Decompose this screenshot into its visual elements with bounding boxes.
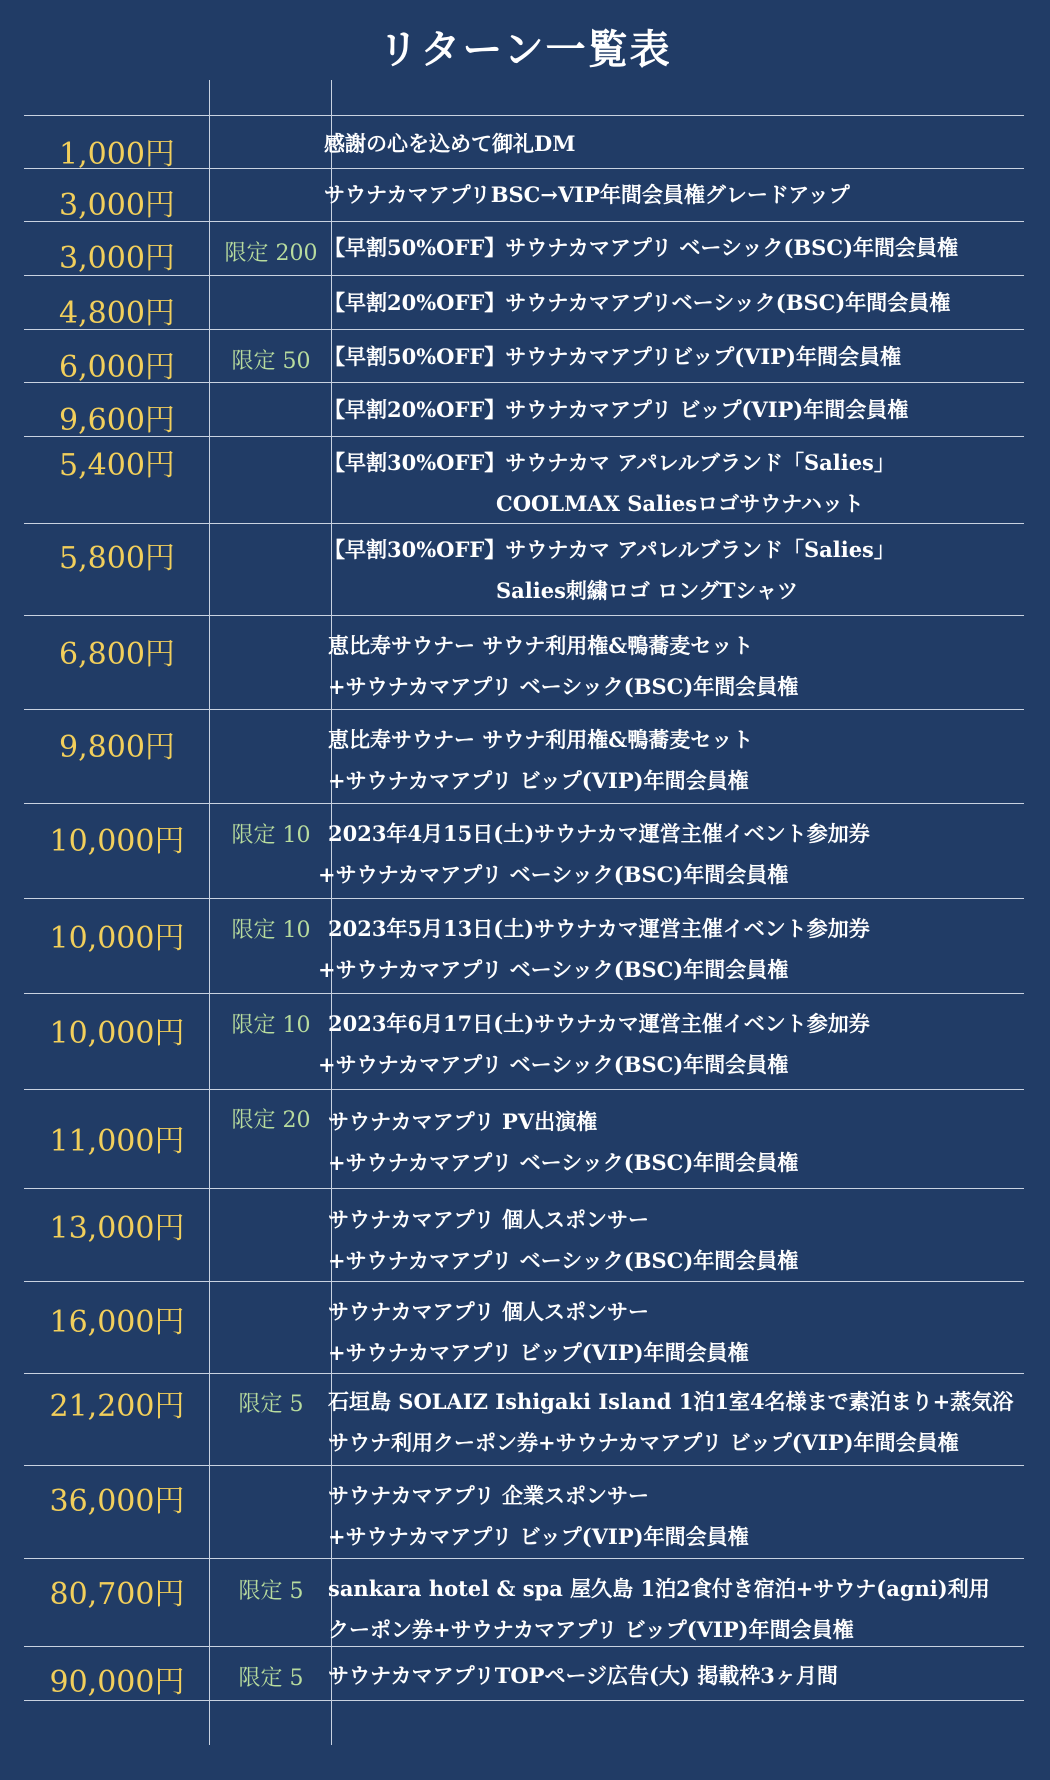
description-line-continued: +サウナカマアプリ ビップ(VIP)年間会員権 xyxy=(328,768,749,793)
description-line-continued: +サウナカマアプリ ベーシック(BSC)年間会員権 xyxy=(328,1150,799,1175)
description-line: 恵比寿サウナー サウナ利用権&鴨蕎麦セット xyxy=(328,727,754,752)
price-cell: 6,000円 xyxy=(59,350,175,385)
price-cell: 90,000円 xyxy=(49,1665,185,1700)
table-row xyxy=(24,1465,1024,1558)
description-line-continued: +サウナカマアプリ ベーシック(BSC)年間会員権 xyxy=(318,862,789,887)
price-cell: 9,800円 xyxy=(59,730,175,765)
price-cell: 3,000円 xyxy=(59,241,175,276)
description-line: 2023年4月15日(土)サウナカマ運営主催イベント参加券 xyxy=(328,821,870,846)
limit-cell: 限定 10 xyxy=(231,918,311,943)
return-table xyxy=(24,115,1024,1701)
description-line: 【早割30%OFF】サウナカマ アパレルブランド「Salies」 xyxy=(324,537,895,562)
page-title: リターン一覧表 xyxy=(378,26,672,73)
description-line: 【早割30%OFF】サウナカマ アパレルブランド「Salies」 xyxy=(324,450,895,475)
price-cell: 9,600円 xyxy=(59,403,175,438)
table-row xyxy=(24,329,1024,385)
description-line-continued: COOLMAX Saliesロゴサウナハット xyxy=(496,491,864,516)
description-line-continued: +サウナカマアプリ ビップ(VIP)年間会員権 xyxy=(328,1524,749,1549)
table-row xyxy=(24,1646,1024,1701)
price-cell: 4,800円 xyxy=(59,296,175,331)
price-cell: 10,000円 xyxy=(49,921,185,956)
price-cell: 1,000円 xyxy=(59,137,175,172)
table-row xyxy=(24,1188,1024,1281)
description-line: 【早割50%OFF】サウナカマアプリビップ(VIP)年間会員権 xyxy=(324,344,901,369)
price-cell: 5,800円 xyxy=(59,541,175,576)
price-cell: 3,000円 xyxy=(59,188,175,223)
limit-cell: 限定 10 xyxy=(231,1013,311,1038)
description-line-continued: Salies刺繍ロゴ ロングTシャツ xyxy=(496,578,799,603)
table-row xyxy=(24,803,1024,898)
price-cell: 10,000円 xyxy=(49,1016,185,1051)
table-row xyxy=(24,709,1024,803)
table-row xyxy=(24,615,1024,709)
price-cell: 10,000円 xyxy=(49,824,185,859)
price-cell: 36,000円 xyxy=(49,1484,185,1519)
table-row xyxy=(24,1089,1024,1188)
price-cell: 16,000円 xyxy=(49,1305,185,1340)
description-line-continued: +サウナカマアプリ ベーシック(BSC)年間会員権 xyxy=(328,674,799,699)
table-row xyxy=(24,436,1024,523)
limit-cell: 限定 5 xyxy=(238,1666,304,1691)
limit-cell: 限定 200 xyxy=(224,241,318,266)
table-row xyxy=(24,221,1024,275)
description-line: 【早割20%OFF】サウナカマアプリベーシック(BSC)年間会員権 xyxy=(324,290,951,315)
description-line-continued: +サウナカマアプリ ベーシック(BSC)年間会員権 xyxy=(318,957,789,982)
table-row xyxy=(24,168,1024,221)
price-cell: 5,400円 xyxy=(59,448,175,483)
description-line-continued: サウナ利用クーポン券+サウナカマアプリ ビップ(VIP)年間会員権 xyxy=(328,1430,959,1455)
price-cell: 11,000円 xyxy=(49,1124,185,1159)
limit-cell: 限定 50 xyxy=(231,349,311,374)
description-line: サウナカマアプリBSC→VIP年間会員権グレードアップ xyxy=(324,182,850,207)
description-line-continued: クーポン券+サウナカマアプリ ビップ(VIP)年間会員権 xyxy=(328,1617,854,1642)
price-cell: 6,800円 xyxy=(59,637,175,672)
description-line-continued: +サウナカマアプリ ベーシック(BSC)年間会員権 xyxy=(328,1248,799,1273)
description-line: sankara hotel & spa 屋久島 1泊2食付き宿泊+サウナ(agni)利用 xyxy=(328,1576,990,1601)
limit-cell: 限定 10 xyxy=(231,823,311,848)
table-row xyxy=(24,1558,1024,1646)
description-line: サウナカマアプリ 企業スポンサー xyxy=(328,1483,650,1508)
limit-cell: 限定 5 xyxy=(238,1579,304,1604)
description-line: サウナカマアプリTOPページ広告(大) 掲載枠3ヶ月間 xyxy=(328,1663,838,1688)
description-line: 【早割50%OFF】サウナカマアプリ ベーシック(BSC)年間会員権 xyxy=(324,235,958,260)
description-line: サウナカマアプリ 個人スポンサー xyxy=(328,1207,650,1232)
price-cell: 13,000円 xyxy=(49,1211,185,1246)
table-row xyxy=(24,382,1024,436)
description-line: サウナカマアプリ PV出演権 xyxy=(328,1109,598,1134)
table-row xyxy=(24,898,1024,993)
limit-cell: 限定 5 xyxy=(238,1392,304,1417)
description-line-continued: +サウナカマアプリ ビップ(VIP)年間会員権 xyxy=(328,1340,749,1365)
table-row xyxy=(24,1281,1024,1373)
description-line: 石垣島 SOLAIZ Ishigaki Island 1泊1室4名様まで素泊まり+蒸気浴 xyxy=(328,1389,1014,1414)
description-line: 感謝の心を込めて御礼DM xyxy=(324,131,576,156)
description-line-continued: +サウナカマアプリ ベーシック(BSC)年間会員権 xyxy=(318,1052,789,1077)
limit-cell: 限定 20 xyxy=(231,1108,311,1133)
table-row xyxy=(24,275,1024,329)
description-line: 恵比寿サウナー サウナ利用権&鴨蕎麦セット xyxy=(328,633,754,658)
price-cell: 80,700円 xyxy=(49,1577,185,1612)
description-line: 2023年6月17日(土)サウナカマ運営主催イベント参加券 xyxy=(328,1011,870,1036)
description-line: 【早割20%OFF】サウナカマアプリ ビップ(VIP)年間会員権 xyxy=(324,397,909,422)
description-line: 2023年5月13日(土)サウナカマ運営主催イベント参加券 xyxy=(328,916,870,941)
table-row xyxy=(24,993,1024,1089)
table-row xyxy=(24,115,1024,172)
table-row xyxy=(24,523,1024,615)
price-cell: 21,200円 xyxy=(49,1389,185,1424)
table-row xyxy=(24,1373,1024,1465)
description-line: サウナカマアプリ 個人スポンサー xyxy=(328,1299,650,1324)
